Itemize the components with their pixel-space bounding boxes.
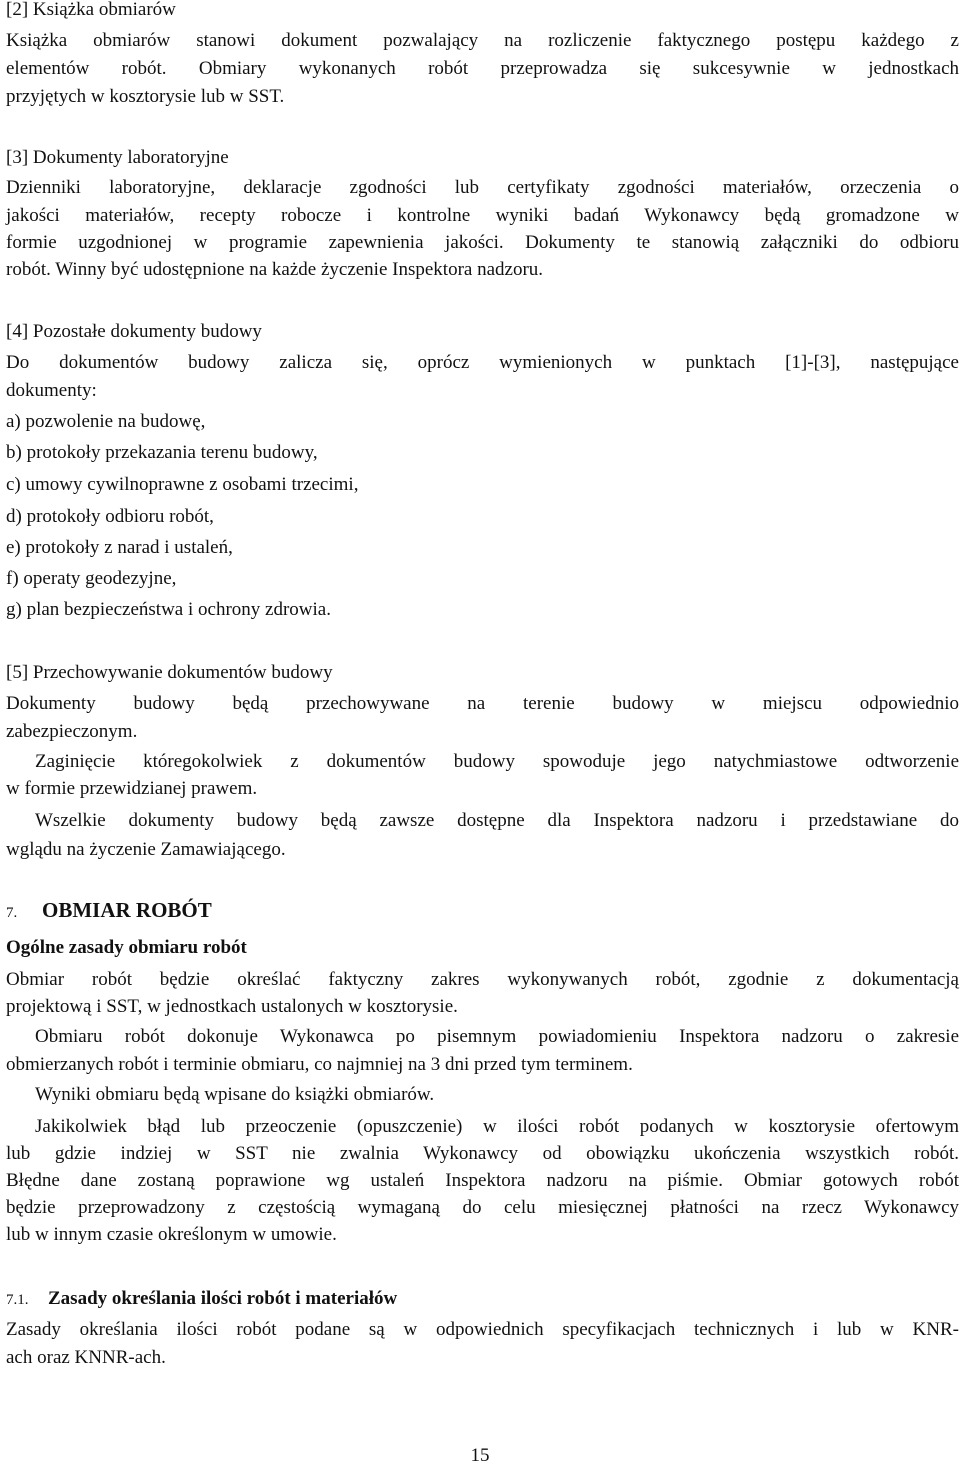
list-item: e) protokoły z narad i ustaleń,	[6, 537, 233, 558]
paragraph-line: Do dokumentów budowy zalicza się, oprócz wymienionych w punktach [1]-[3], następujące	[6, 352, 959, 373]
section-4-heading: [4] Pozostałe dokumenty budowy	[6, 321, 262, 342]
paragraph-line: obmierzanych robót i terminie obmiaru, co najmniej na 3 dni przed tym terminem.	[6, 1054, 633, 1075]
section-title: Zasady określania ilości robót i materiałów	[48, 1288, 398, 1309]
page-number: 15	[470, 1445, 490, 1466]
section-number: 7.	[6, 905, 18, 921]
paragraph-line: elementów robót. Obmiary wykonanych robót przeprowadza się sukcesywnie w jednostkach	[6, 58, 959, 79]
paragraph-line: Dzienniki laboratoryjne, deklaracje zgodności lub certyfikaty zgodności materiałów, orzeczenia o	[6, 177, 959, 198]
section-7-1-heading	[6, 1287, 959, 1311]
paragraph-line: przyjętych w kosztorysie lub w SST.	[6, 86, 285, 107]
list-item: g) plan bezpieczeństwa i ochrony zdrowia.	[6, 599, 331, 620]
paragraph-line: Zasady określania ilości robót podane są w odpowiednich specyfikacjach technicznych i lub w KNR-	[6, 1319, 959, 1340]
section-title: OBMIAR ROBÓT	[42, 898, 212, 922]
paragraph-line: Obmiaru robót dokonuje Wykonawca po pisemnym powiadomieniu Inspektora nadzoru o zakresie	[35, 1026, 959, 1047]
paragraph-line: jakości materiałów, recepty robocze i kontrolne wyniki badań Wykonawcy będą gromadzone w	[6, 205, 959, 226]
paragraph-line: ach oraz KNNR-ach.	[6, 1347, 166, 1368]
paragraph-line: formie uzgodnionej w programie zapewnienia jakości. Dokumenty te stanowią załączniki do odbioru	[6, 232, 959, 253]
paragraph-line: Wszelkie dokumenty budowy będą zawsze dostępne dla Inspektora nadzoru i przedstawiane do	[35, 810, 959, 831]
paragraph-line: w formie przewidzianej prawem.	[6, 778, 258, 799]
paragraph-line: Błędne dane zostaną poprawione wg ustaleń Inspektora nadzoru na piśmie. Obmiar gotowych robót	[6, 1170, 959, 1191]
paragraph-line: lub gdzie indziej w SST nie zwalnia Wykonawcy od obowiązku ukończenia wszystkich robót.	[6, 1143, 959, 1164]
list-item: f) operaty geodezyjne,	[6, 568, 177, 589]
list-item: c) umowy cywilnoprawne z osobami trzecimi,	[6, 474, 359, 495]
paragraph-line: projektową i SST, w jednostkach ustalonych w kosztorysie.	[6, 996, 458, 1017]
section-number: 7.1.	[6, 1292, 29, 1308]
list-item: d) protokoły odbioru robót,	[6, 506, 214, 527]
paragraph-line: Obmiar robót będzie określać faktyczny zakres wykonywanych robót, zgodnie z dokumentacją	[6, 969, 959, 990]
paragraph-line: Jakikolwiek błąd lub przeoczenie (opuszczenie) w ilości robót podanych w kosztorysie ofertowym	[35, 1116, 959, 1137]
paragraph-line: robót. Winny być udostępnione na każde życzenie Inspektora nadzoru.	[6, 259, 544, 280]
paragraph-line: Dokumenty budowy będą przechowywane na terenie budowy w miejscu odpowiednio	[6, 693, 959, 714]
section-3-heading: [3] Dokumenty laboratoryjne	[6, 147, 229, 168]
paragraph-line: lub w innym czasie określonym w umowie.	[6, 1224, 337, 1245]
paragraph-line: dokumenty:	[6, 380, 97, 401]
paragraph-line: będzie przeprowadzony z częstością wymaganą do celu miesięcznej płatności na rzecz Wykonawcy	[6, 1197, 959, 1218]
section-2-heading: [2] Książka obmiarów	[6, 0, 176, 20]
paragraph-line: Książka obmiarów stanowi dokument pozwalający na rozliczenie faktycznego postępu każdego z	[6, 30, 959, 51]
section-7-heading	[6, 898, 959, 922]
paragraph-line: zabezpieczonym.	[6, 721, 138, 742]
section-5-heading: [5] Przechowywanie dokumentów budowy	[6, 662, 333, 683]
paragraph-line: Wyniki obmiaru będą wpisane do książki obmiarów.	[35, 1084, 435, 1105]
paragraph-line: Zaginięcie któregokolwiek z dokumentów budowy spowoduje jego natychmiastowe odtworzenie	[35, 751, 959, 772]
subsection-heading: Ogólne zasady obmiaru robót	[6, 937, 247, 958]
list-item: b) protokoły przekazania terenu budowy,	[6, 442, 318, 463]
paragraph-line: wglądu na życzenie Zamawiającego.	[6, 839, 286, 860]
list-item: a) pozwolenie na budowę,	[6, 411, 206, 432]
